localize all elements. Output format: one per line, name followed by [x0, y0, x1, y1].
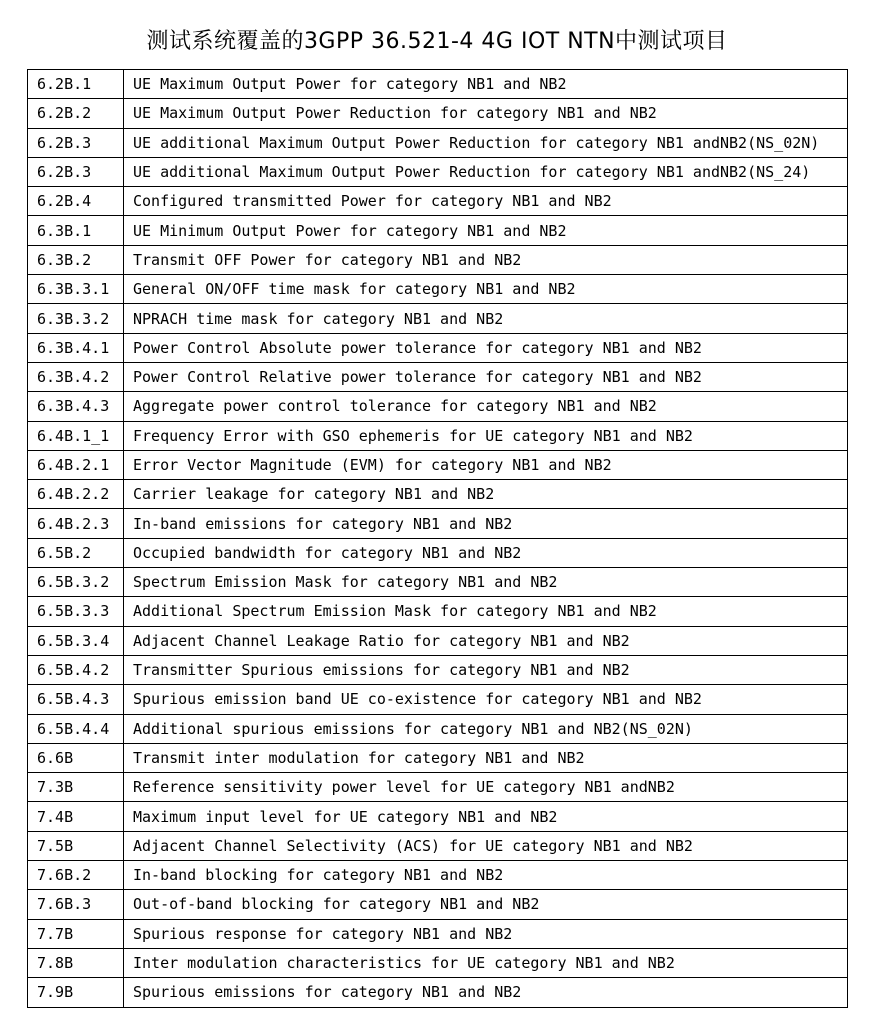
table-row	[28, 216, 848, 245]
table-row	[28, 743, 848, 772]
test-case-description: Configured transmitted Power for category NB1 and NB2	[124, 187, 848, 216]
test-case-description: Additional Spectrum Emission Mask for category NB1 and NB2	[124, 597, 848, 626]
table-row	[28, 187, 848, 216]
test-case-id: 6.5B.3.3	[28, 597, 124, 626]
page-title: 测试系统覆盖的3GPP 36.521-4 4G IOT NTN中测试项目	[146, 29, 728, 54]
table-row	[28, 802, 848, 831]
test-case-id: 6.6B	[28, 743, 124, 772]
table-row	[28, 421, 848, 450]
test-case-id: 6.4B.2.3	[28, 509, 124, 538]
test-case-id: 7.6B.2	[28, 861, 124, 890]
test-case-description: Inter modulation characteristics for UE category NB1 and NB2	[124, 948, 848, 977]
table-row	[28, 304, 848, 333]
test-case-description: Maximum input level for UE category NB1 and NB2	[124, 802, 848, 831]
test-case-description: NPRACH time mask for category NB1 and NB2	[124, 304, 848, 333]
test-case-id: 6.2B.2	[28, 99, 124, 128]
test-case-id: 6.3B.4.1	[28, 333, 124, 362]
test-case-id: 6.5B.4.4	[28, 714, 124, 743]
test-case-id: 6.2B.3	[28, 157, 124, 186]
test-case-description: UE Maximum Output Power for category NB1 and NB2	[124, 70, 848, 99]
table-row	[28, 157, 848, 186]
table-row	[28, 70, 848, 99]
test-case-id: 6.5B.4.3	[28, 685, 124, 714]
table-row	[28, 714, 848, 743]
table-row	[28, 655, 848, 684]
test-case-description: Adjacent Channel Leakage Ratio for category NB1 and NB2	[124, 626, 848, 655]
test-case-description: Transmitter Spurious emissions for category NB1 and NB2	[124, 655, 848, 684]
test-case-description: Error Vector Magnitude (EVM) for category NB1 and NB2	[124, 450, 848, 479]
test-case-description: General ON/OFF time mask for category NB1 and NB2	[124, 275, 848, 304]
test-case-description: Carrier leakage for category NB1 and NB2	[124, 480, 848, 509]
test-case-id: 6.2B.1	[28, 70, 124, 99]
test-case-id: 7.7B	[28, 919, 124, 948]
table-row	[28, 538, 848, 567]
test-case-id: 6.4B.2.1	[28, 450, 124, 479]
test-case-id: 6.3B.1	[28, 216, 124, 245]
table-row	[28, 978, 848, 1007]
test-case-description: UE additional Maximum Output Power Reduction for category NB1 andNB2(NS_02N)	[124, 128, 848, 157]
test-case-description: UE additional Maximum Output Power Reduction for category NB1 andNB2(NS_24)	[124, 157, 848, 186]
test-case-description: Occupied bandwidth for category NB1 and NB2	[124, 538, 848, 567]
test-case-description: Adjacent Channel Selectivity (ACS) for UE category NB1 and NB2	[124, 831, 848, 860]
table-row	[28, 831, 848, 860]
test-case-description: Aggregate power control tolerance for category NB1 and NB2	[124, 392, 848, 421]
test-items-table	[27, 69, 848, 1008]
test-case-id: 6.3B.3.2	[28, 304, 124, 333]
table-body	[28, 70, 848, 1008]
test-case-id: 7.4B	[28, 802, 124, 831]
table-row	[28, 245, 848, 274]
test-case-description: Power Control Relative power tolerance for category NB1 and NB2	[124, 362, 848, 391]
test-case-description: Transmit inter modulation for category NB1 and NB2	[124, 743, 848, 772]
test-case-id: 6.2B.4	[28, 187, 124, 216]
test-case-id: 7.8B	[28, 948, 124, 977]
test-case-id: 6.5B.2	[28, 538, 124, 567]
test-case-description: UE Maximum Output Power Reduction for category NB1 and NB2	[124, 99, 848, 128]
table-row	[28, 275, 848, 304]
table-row	[28, 626, 848, 655]
table-row	[28, 99, 848, 128]
test-case-description: Spurious emission band UE co-existence for category NB1 and NB2	[124, 685, 848, 714]
test-case-description: In-band blocking for category NB1 and NB2	[124, 861, 848, 890]
table-row	[28, 480, 848, 509]
test-case-description: UE Minimum Output Power for category NB1 and NB2	[124, 216, 848, 245]
test-case-description: Additional spurious emissions for category NB1 and NB2(NS_02N)	[124, 714, 848, 743]
table-row	[28, 568, 848, 597]
table-row	[28, 861, 848, 890]
test-case-id: 6.2B.3	[28, 128, 124, 157]
test-case-id: 6.5B.3.2	[28, 568, 124, 597]
table-row	[28, 509, 848, 538]
test-case-description: Out-of-band blocking for category NB1 and NB2	[124, 890, 848, 919]
test-case-description: Transmit OFF Power for category NB1 and NB2	[124, 245, 848, 274]
test-case-id: 6.4B.2.2	[28, 480, 124, 509]
test-case-description: In-band emissions for category NB1 and NB2	[124, 509, 848, 538]
table-row	[28, 392, 848, 421]
test-case-id: 6.5B.3.4	[28, 626, 124, 655]
test-case-description: Reference sensitivity power level for UE category NB1 andNB2	[124, 773, 848, 802]
table-row	[28, 450, 848, 479]
test-case-id: 6.3B.2	[28, 245, 124, 274]
table-row	[28, 333, 848, 362]
test-case-description: Spurious response for category NB1 and NB2	[124, 919, 848, 948]
test-case-id: 7.9B	[28, 978, 124, 1007]
test-case-id: 6.3B.4.2	[28, 362, 124, 391]
test-case-id: 7.5B	[28, 831, 124, 860]
table-row	[28, 948, 848, 977]
test-case-description: Power Control Absolute power tolerance for category NB1 and NB2	[124, 333, 848, 362]
table-row	[28, 685, 848, 714]
test-case-id: 6.4B.1_1	[28, 421, 124, 450]
test-case-description: Spectrum Emission Mask for category NB1 and NB2	[124, 568, 848, 597]
test-case-id: 6.3B.4.3	[28, 392, 124, 421]
table-row	[28, 773, 848, 802]
table-row	[28, 362, 848, 391]
test-case-description: Spurious emissions for category NB1 and NB2	[124, 978, 848, 1007]
table-row	[28, 597, 848, 626]
test-case-description: Frequency Error with GSO ephemeris for UE category NB1 and NB2	[124, 421, 848, 450]
table-row	[28, 919, 848, 948]
test-case-id: 6.5B.4.2	[28, 655, 124, 684]
test-case-id: 6.3B.3.1	[28, 275, 124, 304]
table-row	[28, 890, 848, 919]
table-row	[28, 128, 848, 157]
test-case-id: 7.3B	[28, 773, 124, 802]
test-case-id: 7.6B.3	[28, 890, 124, 919]
